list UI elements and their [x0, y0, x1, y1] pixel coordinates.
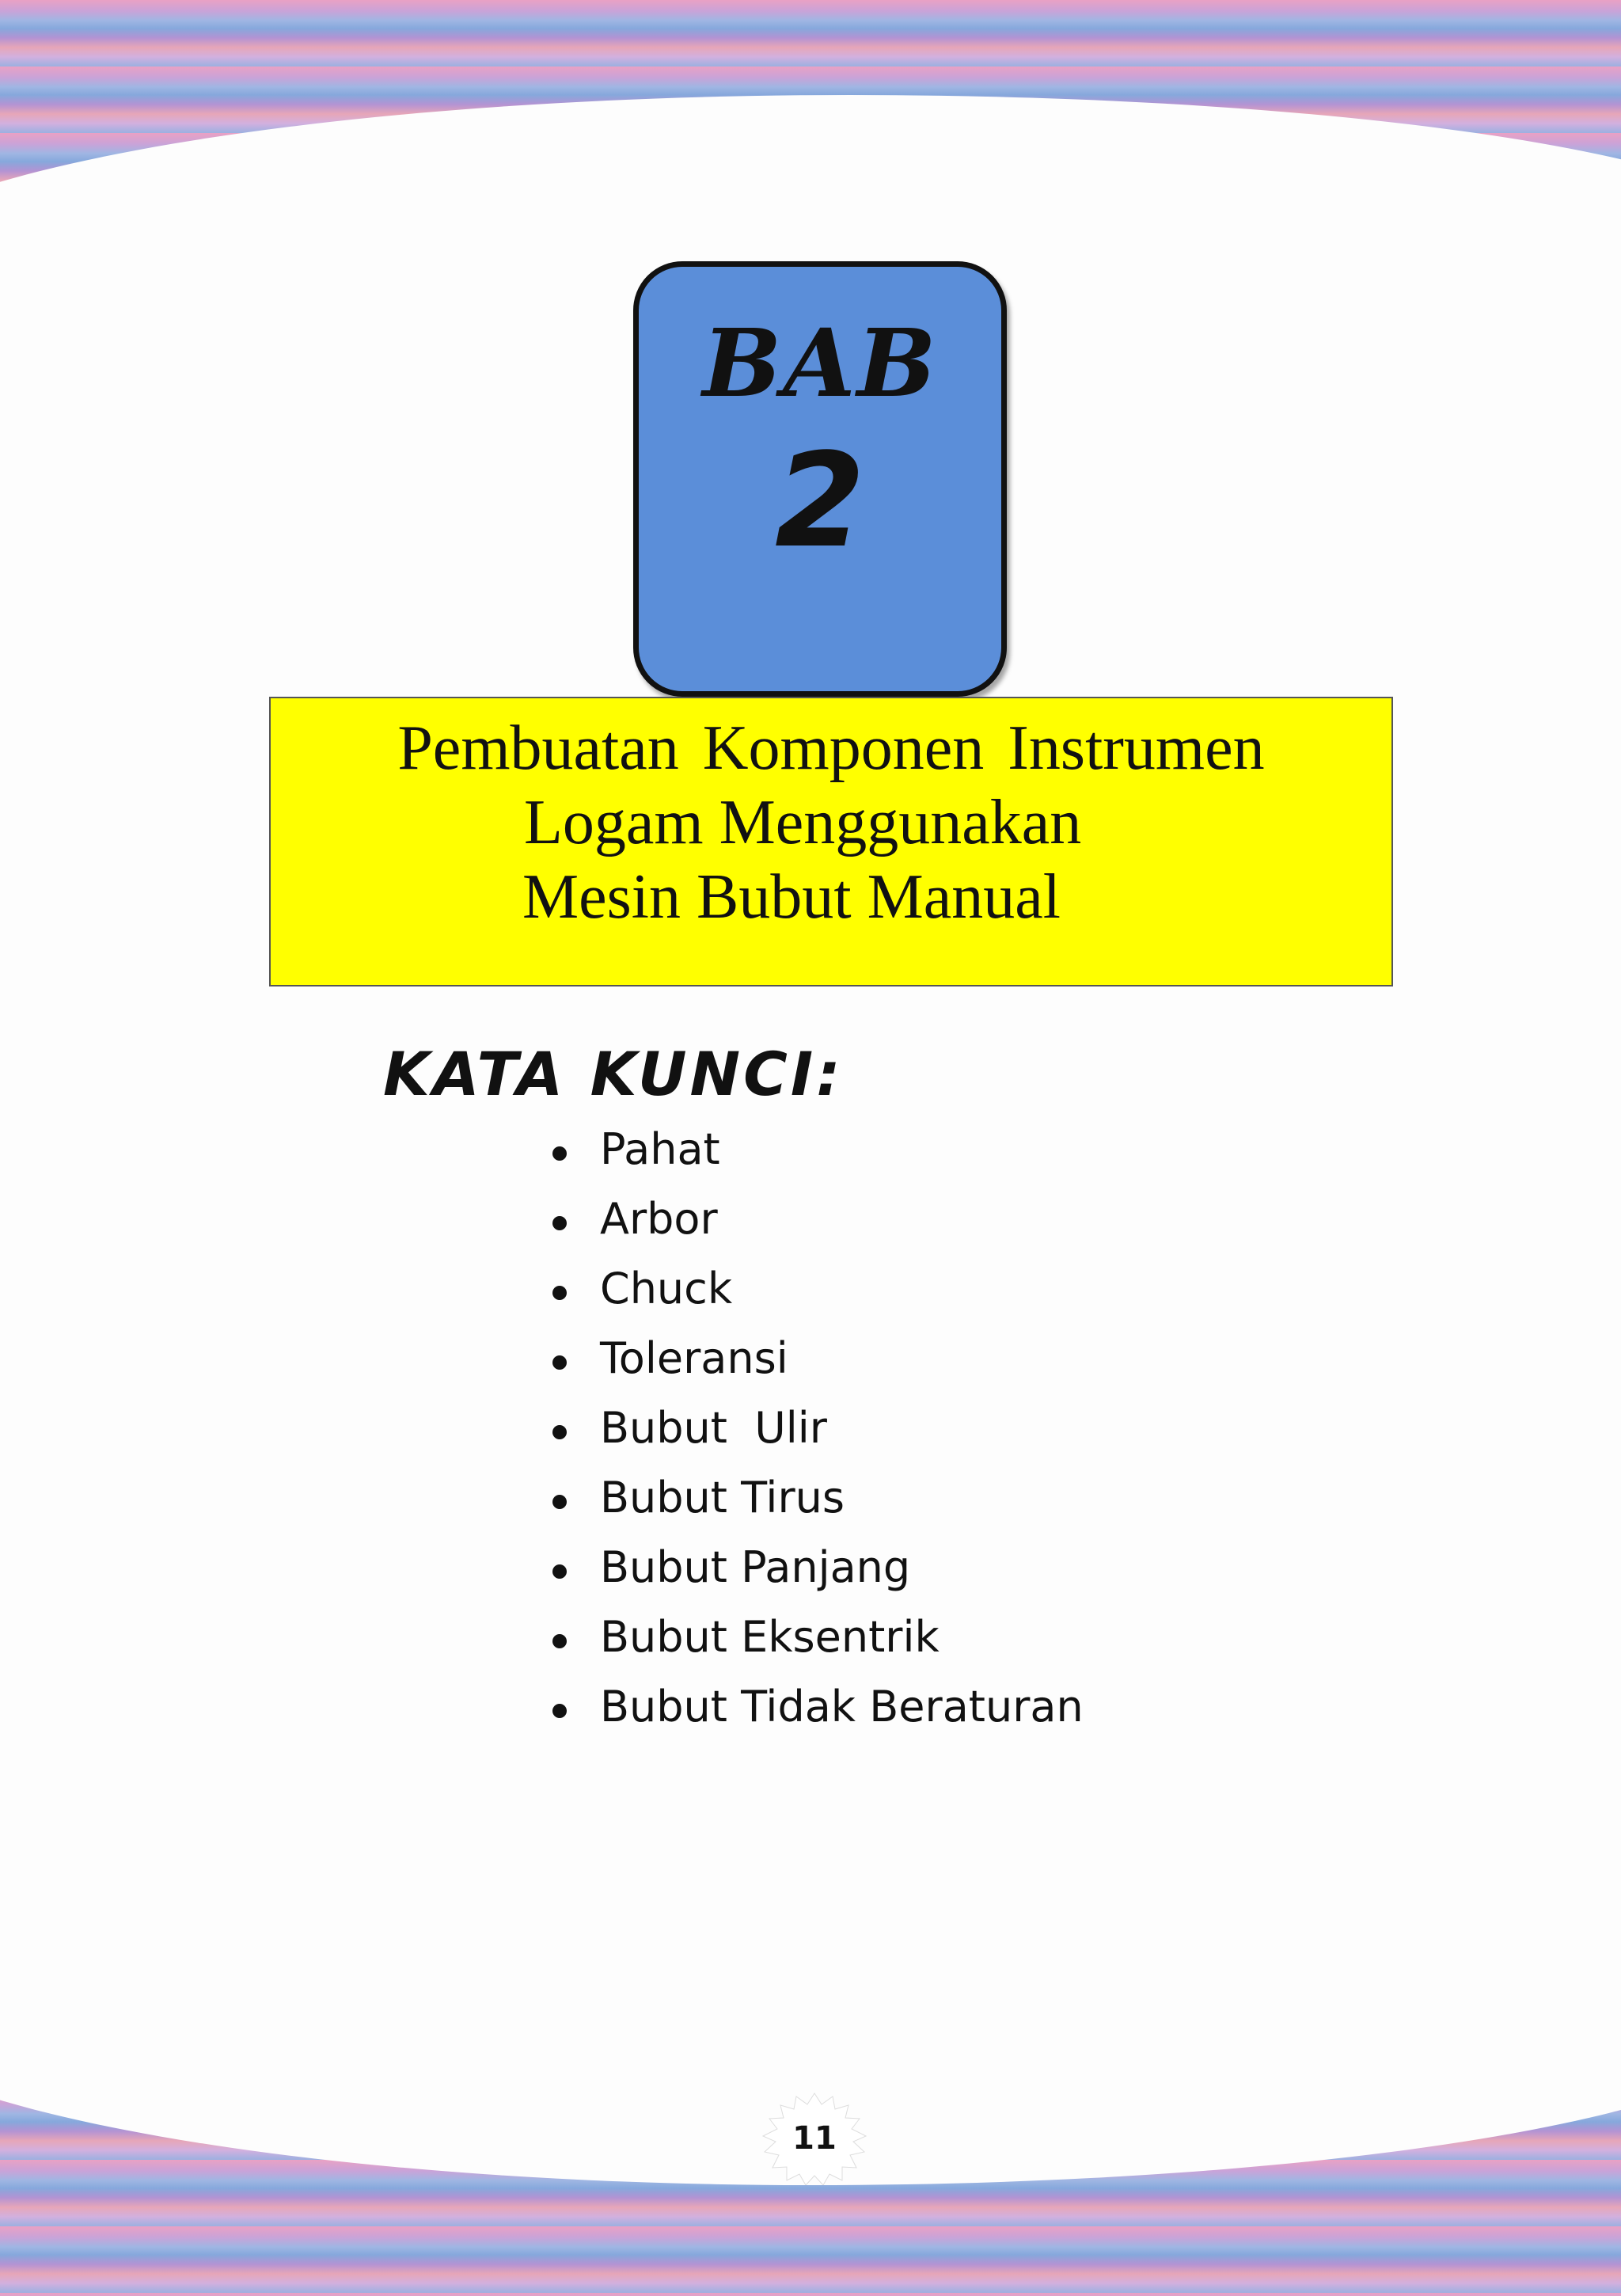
bullet-icon — [552, 1216, 567, 1230]
chapter-label: BAB — [702, 308, 938, 418]
bullet-icon — [552, 1355, 567, 1370]
bullet-icon — [552, 1564, 567, 1579]
chapter-title-line-1: Pembuatan Komponen Instrumen — [397, 713, 1265, 783]
chapter-number: 2 — [774, 425, 866, 576]
chapter-title-line-3: Mesin Bubut Manual — [522, 862, 1061, 932]
chapter-title-box — [269, 697, 1393, 986]
bullet-icon — [552, 1634, 567, 1648]
page-number: 11 — [792, 2120, 837, 2157]
chapter-title-line-2: Logam Menggunakan — [524, 788, 1082, 857]
keywords-heading: KATA KUNCI: — [383, 1039, 844, 1109]
page-number-badge — [757, 2092, 872, 2185]
bullet-icon — [552, 1425, 567, 1439]
bullet-icon — [552, 1495, 567, 1509]
chapter-badge — [633, 261, 1007, 697]
bullet-icon — [552, 1146, 567, 1161]
bullet-icon — [552, 1286, 567, 1300]
bullet-icon — [552, 1704, 567, 1718]
